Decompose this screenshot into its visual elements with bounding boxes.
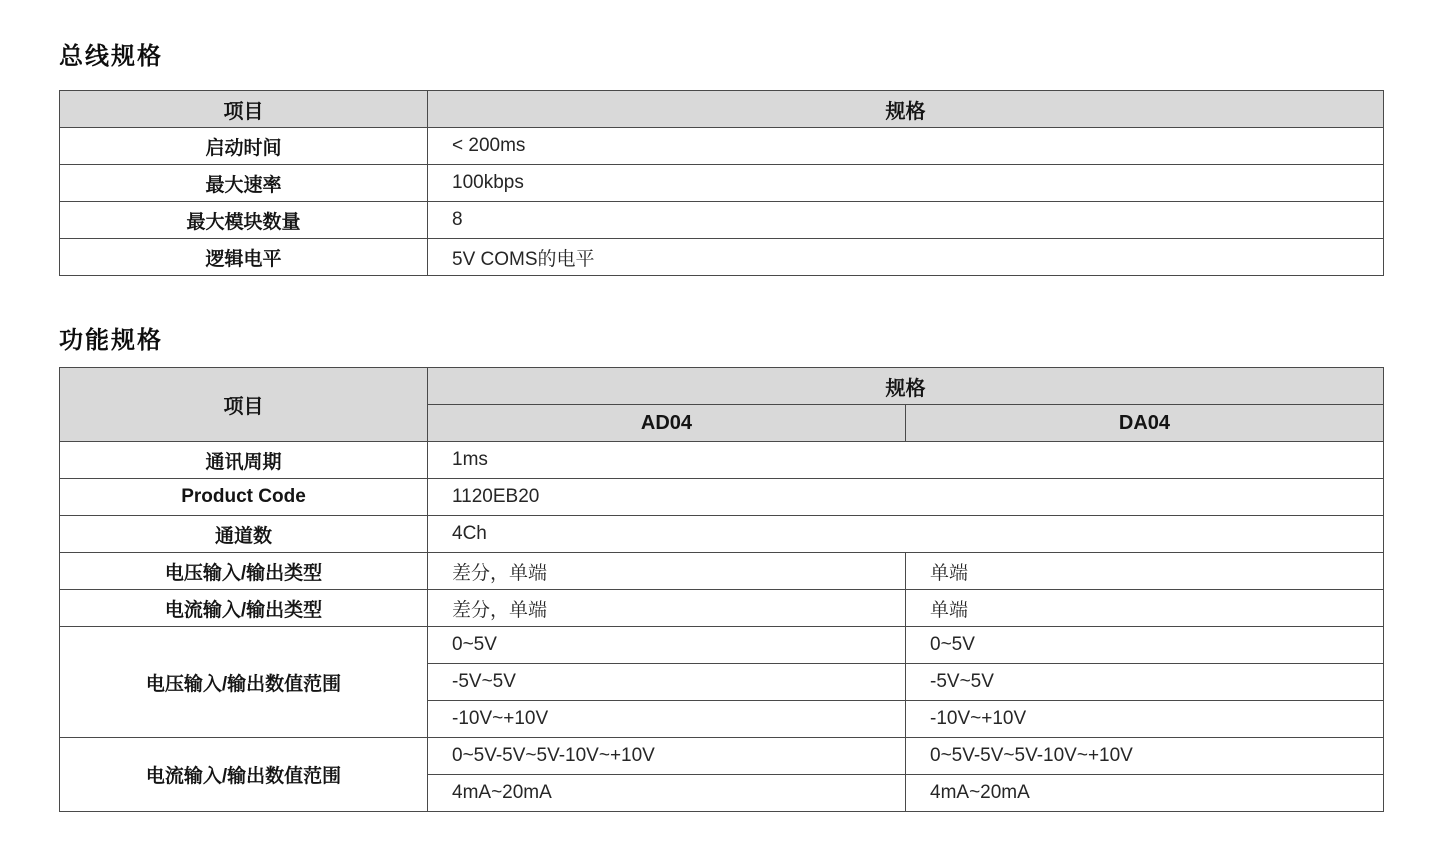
row-value-channel-count: 4Ch — [428, 516, 1384, 553]
table-row — [60, 165, 1384, 202]
row-value-current-io-type-da04: 单端 — [906, 590, 1384, 627]
row-label-product-code: Product Code — [60, 479, 428, 516]
function-spec-header-spec: 规格 — [428, 368, 1384, 405]
row-value-comm-cycle: 1ms — [428, 442, 1384, 479]
function-spec-header-row-1 — [60, 368, 1384, 405]
row-value-current-range-2-da04: 4mA~20mA — [906, 775, 1384, 812]
table-row — [60, 590, 1384, 627]
bus-spec-header-row — [60, 91, 1384, 128]
row-label-voltage-io-type: 电压输入/输出类型 — [60, 553, 428, 590]
table-row — [60, 627, 1384, 664]
table-row — [60, 442, 1384, 479]
row-value-voltage-range-1-da04: 0~5V — [906, 627, 1384, 664]
row-label-max-speed: 最大速率 — [60, 165, 428, 202]
table-row — [60, 239, 1384, 276]
row-value-voltage-range-2-da04: -5V~5V — [906, 664, 1384, 701]
table-row — [60, 553, 1384, 590]
function-spec-table — [59, 367, 1384, 812]
function-spec-section — [59, 328, 1383, 812]
row-value-voltage-io-type-ad04: 差分，单端 — [428, 553, 906, 590]
bus-spec-section — [59, 44, 1383, 276]
row-label-logic-level: 逻辑电平 — [60, 239, 428, 276]
row-value-current-range-2-ad04: 4mA~20mA — [428, 775, 906, 812]
row-value-voltage-range-1-ad04: 0~5V — [428, 627, 906, 664]
table-row — [60, 738, 1384, 775]
row-value-voltage-range-3-da04: -10V~+10V — [906, 701, 1384, 738]
row-value-current-io-type-ad04: 差分，单端 — [428, 590, 906, 627]
table-row — [60, 479, 1384, 516]
row-value-max-speed: 100kbps — [428, 165, 1384, 202]
function-spec-title: 功能规格 — [59, 327, 163, 354]
row-value-max-modules: 8 — [428, 202, 1384, 239]
row-label-voltage-io-range: 电压输入/输出数值范围 — [60, 627, 428, 738]
function-spec-header-da04: DA04 — [906, 405, 1384, 442]
bus-spec-header-item: 项目 — [60, 91, 428, 128]
function-spec-header-item: 项目 — [60, 368, 428, 442]
row-value-product-code: 1120EB20 — [428, 479, 1384, 516]
bus-spec-title: 总线规格 — [59, 43, 163, 70]
function-spec-header-ad04: AD04 — [428, 405, 906, 442]
row-value-current-range-1-da04: 0~5V-5V~5V-10V~+10V — [906, 738, 1384, 775]
row-label-max-modules: 最大模块数量 — [60, 202, 428, 239]
row-label-current-io-type: 电流输入/输出类型 — [60, 590, 428, 627]
table-row — [60, 516, 1384, 553]
row-value-voltage-range-3-ad04: -10V~+10V — [428, 701, 906, 738]
row-label-channel-count: 通道数 — [60, 516, 428, 553]
table-row — [60, 202, 1384, 239]
row-value-current-range-1-ad04: 0~5V-5V~5V-10V~+10V — [428, 738, 906, 775]
row-value-startup-time: < 200ms — [428, 128, 1384, 165]
bus-spec-header-spec: 规格 — [428, 91, 1384, 128]
row-label-current-io-range: 电流输入/输出数值范围 — [60, 738, 428, 812]
row-value-logic-level: 5V COMS的电平 — [428, 239, 1384, 276]
table-row — [60, 128, 1384, 165]
row-value-voltage-range-2-ad04: -5V~5V — [428, 664, 906, 701]
row-label-startup-time: 启动时间 — [60, 128, 428, 165]
row-label-comm-cycle: 通讯周期 — [60, 442, 428, 479]
bus-spec-table — [59, 90, 1384, 276]
row-value-voltage-io-type-da04: 单端 — [906, 553, 1384, 590]
